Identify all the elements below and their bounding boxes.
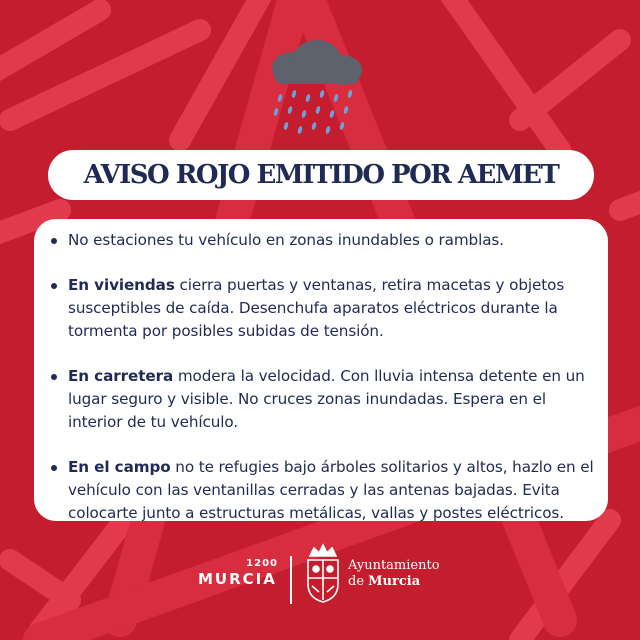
footer-logos	[198, 540, 458, 610]
advice-item	[48, 365, 594, 434]
bullet-icon	[51, 283, 57, 289]
advice-item	[48, 274, 594, 343]
ayto-line2	[348, 574, 440, 590]
ayto-line1: Ayuntamiento	[348, 558, 440, 573]
rain-cloud-icon	[262, 38, 372, 138]
bullet-icon	[51, 238, 57, 244]
murcia-crest-icon	[302, 542, 344, 606]
advice-item-heading: En carretera	[68, 367, 174, 385]
murcia-1200-logo	[198, 558, 278, 598]
ayto-line2-prefix: de	[348, 574, 369, 589]
advice-item-text: cierra puertas y ventanas, retira macetas y objetos susceptibles de caída. Desenchufa aparatos eléctricos durante la tormenta por posibles subidas de tensión.	[68, 276, 565, 340]
advice-card	[34, 219, 608, 521]
advice-item-text: no te refugies bajo árboles solitarios y altos, hazlo en el vehículo con las ventanillas cerradas y las antenas bajadas. Evita colocarte junto a estructuras metálicas, vallas y postes eléctricos.	[68, 458, 594, 522]
advice-item-text: modera la velocidad. Con lluvia intensa detente en un lugar seguro y visible. No cruces zonas inundadas. Espera en el interior de tu vehículo.	[68, 367, 585, 431]
ayuntamiento-logo-text	[348, 558, 440, 590]
page-title: AVISO ROJO EMITIDO POR AEMET	[83, 160, 559, 190]
advice-item	[48, 456, 594, 525]
logo-divider	[290, 556, 292, 604]
ayto-line2-bold: Murcia	[368, 574, 421, 589]
logo-word: MURCIA	[198, 570, 277, 588]
advice-item-heading: En viviendas	[68, 276, 175, 294]
logo-number: 1200	[246, 558, 278, 569]
advice-item-heading: En el campo	[68, 458, 171, 476]
advice-item-text: No estaciones tu vehículo en zonas inundables o ramblas.	[68, 231, 504, 249]
advice-item	[48, 229, 594, 252]
bullet-icon	[51, 465, 57, 471]
title-banner	[48, 150, 594, 200]
bullet-icon	[51, 374, 57, 380]
